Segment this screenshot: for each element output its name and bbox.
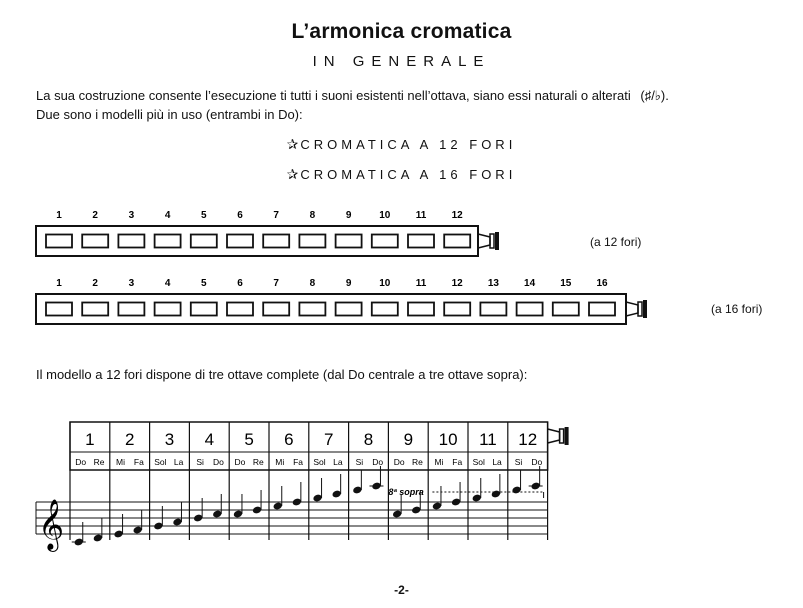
harmonica-body	[36, 226, 478, 256]
star-icon: ✰	[286, 136, 299, 152]
star-icon: ✰	[286, 166, 299, 182]
hole	[82, 235, 108, 248]
hole	[263, 303, 289, 316]
hole-number: 11	[479, 430, 497, 449]
hole	[118, 235, 144, 248]
hole-number: 1	[56, 278, 62, 289]
hole-number: 3	[128, 278, 135, 289]
hole	[553, 303, 579, 316]
note-draw: Re	[412, 457, 423, 467]
hole-number: 9	[345, 278, 352, 289]
note-blow: Si	[514, 457, 523, 467]
intro-line-2: Due sono i modelli più in uso (entrambi in Do):	[36, 107, 303, 122]
hole-number: 8	[309, 278, 316, 289]
hole	[191, 303, 217, 316]
note-draw: La	[492, 457, 502, 467]
note-draw: Fa	[293, 457, 304, 467]
note-blow: Si	[355, 457, 364, 467]
note-draw: Fa	[133, 457, 144, 467]
hole-number: 11	[415, 278, 427, 289]
hole	[191, 235, 217, 248]
note-blow: Sol	[154, 457, 167, 467]
note-draw: Do	[213, 457, 224, 467]
slide-button-knob	[565, 427, 569, 445]
hole-number: 1	[56, 210, 62, 221]
page-subtitle: IN GENERALE	[312, 53, 491, 70]
hole-number: 8	[309, 210, 316, 221]
hole-number: 10	[379, 210, 391, 221]
hole	[46, 303, 72, 316]
slide-button	[478, 234, 490, 248]
hole	[155, 303, 181, 316]
note-draw: La	[173, 457, 184, 467]
note-blow: Si	[196, 457, 204, 467]
caption-16: (a 16 fori)	[711, 302, 763, 316]
hole	[263, 235, 289, 248]
hole-number: 11	[415, 210, 427, 221]
harmonica-body	[36, 294, 626, 324]
octave-label: 8ª sopra	[388, 487, 424, 497]
note-blow: Sol	[313, 457, 326, 467]
note-draw: Do	[372, 457, 384, 467]
hole-number: 16	[596, 278, 608, 289]
hole-number: 4	[164, 278, 171, 289]
hole-number: 6	[237, 278, 243, 289]
hole-number: 6	[237, 210, 243, 221]
hole-number: 2	[124, 430, 135, 449]
hole	[227, 235, 253, 248]
note-draw: La	[333, 457, 343, 467]
hole-number: 4	[204, 430, 215, 449]
hole-number: 15	[560, 278, 572, 289]
page-number: -2-	[394, 583, 409, 597]
hole	[227, 303, 253, 316]
slide-button	[626, 302, 638, 316]
harmonica-12-diagram	[36, 210, 499, 256]
hole	[444, 303, 470, 316]
note-blow: Do	[75, 457, 87, 467]
hole	[82, 303, 108, 316]
hole	[517, 303, 543, 316]
hole-number: 1	[85, 430, 95, 449]
hole	[480, 303, 506, 316]
note-blow: Mi	[116, 457, 126, 467]
hole-number: 7	[323, 430, 334, 449]
hole-number: 10	[379, 278, 391, 289]
hole	[336, 303, 362, 316]
harmonica-16-diagram	[36, 278, 647, 324]
hole-number: 9	[345, 210, 352, 221]
note-blow: Mi	[434, 457, 444, 467]
caption-12: (a 12 fori)	[590, 235, 642, 249]
note-draw: Re	[93, 457, 105, 467]
hole-number: 9	[403, 430, 414, 449]
hole-number: 12	[518, 430, 538, 449]
hole	[299, 303, 325, 316]
notation-diagram	[36, 422, 569, 552]
hole	[372, 303, 398, 316]
hole	[372, 235, 398, 248]
hole	[118, 303, 144, 316]
hole-number: 4	[164, 210, 171, 221]
slide-button	[548, 429, 560, 443]
hole	[589, 303, 615, 316]
note-draw: Re	[252, 457, 264, 467]
slide-button-cap	[638, 302, 642, 316]
hole-number: 3	[128, 210, 135, 221]
hole-number: 10	[438, 430, 458, 449]
hole-number: 8	[363, 430, 374, 449]
hole-number: 5	[201, 278, 207, 289]
hole-number: 12	[451, 278, 463, 289]
hole	[155, 235, 181, 248]
hole-number: 13	[487, 278, 499, 289]
hole	[408, 303, 434, 316]
slide-button-knob	[643, 300, 647, 318]
hole-number: 5	[201, 210, 207, 221]
hole	[408, 235, 434, 248]
hole-number: 6	[284, 430, 294, 449]
note-draw: Do	[531, 457, 543, 467]
note-blow: Sol	[472, 457, 485, 467]
hole	[336, 235, 362, 248]
hole	[46, 235, 72, 248]
hole-number: 2	[92, 210, 98, 221]
slide-button-cap	[560, 429, 564, 443]
treble-clef-icon: 𝄞	[38, 500, 65, 549]
model-label: CROMATICA A 16 FORI	[300, 167, 517, 182]
page-title: L’armonica cromatica	[291, 20, 512, 43]
slide-button-cap	[490, 234, 494, 248]
accidental-symbols: (♯/♭).	[640, 88, 669, 103]
hole-number: 3	[164, 430, 175, 449]
hole	[444, 235, 470, 248]
slide-button-knob	[495, 232, 499, 250]
note-blow: Mi	[275, 457, 285, 467]
hole-number: 12	[451, 210, 463, 221]
hole-number: 7	[273, 210, 279, 221]
hole-number: 14	[524, 278, 536, 289]
hole-number: 7	[273, 278, 279, 289]
hole-number: 2	[92, 278, 98, 289]
intro-text: La sua costruzione consente l’esecuzione ti tutti i suoni esistenti nell’ottava, siano essi naturali o alterati	[36, 88, 631, 103]
range-text: Il modello a 12 fori dispone di tre ottave complete (dal Do centrale a tre ottave sopra):	[36, 367, 528, 382]
hole-number: 5	[244, 430, 254, 449]
note-draw: Fa	[452, 457, 463, 467]
hole	[299, 235, 325, 248]
note-blow: Do	[234, 457, 246, 467]
model-label: CROMATICA A 12 FORI	[300, 137, 517, 152]
note-blow: Do	[393, 457, 405, 467]
